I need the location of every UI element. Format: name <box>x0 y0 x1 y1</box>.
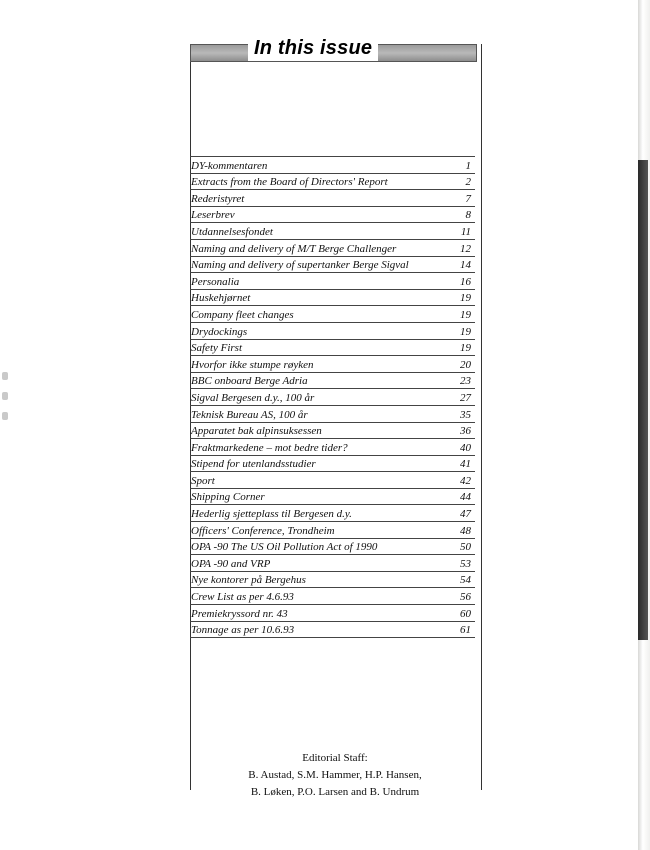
toc-entry-page: 2 <box>465 176 471 189</box>
toc-entry-page: 53 <box>460 557 471 570</box>
toc-entry-page: 20 <box>460 358 471 371</box>
toc-entry <box>190 488 475 505</box>
toc-entry <box>190 538 475 555</box>
toc-entry-title: Shipping Corner <box>191 491 265 504</box>
toc-entry-title: DY-kommentaren <box>191 159 268 172</box>
toc-entry-title: Nye kontorer på Bergehus <box>191 574 306 587</box>
toc-entry-page: 35 <box>460 408 471 421</box>
toc-entry-page: 14 <box>460 259 471 272</box>
toc-entry <box>190 587 475 604</box>
toc-entry-title: OPA -90 The US Oil Pollution Act of 1990 <box>191 541 378 554</box>
toc-entry <box>190 189 475 206</box>
toc-entry-page: 23 <box>460 375 471 388</box>
toc-entry <box>190 289 475 306</box>
toc-entry-page: 36 <box>460 425 471 438</box>
toc-entry-title: Drydockings <box>191 325 248 338</box>
toc-entry <box>190 272 475 289</box>
toc-entry <box>190 621 475 639</box>
toc-entry-page: 19 <box>460 325 471 338</box>
toc-entry <box>190 504 475 521</box>
toc-entry-title: Fraktmarkedene – mot bedre tider? <box>191 441 348 454</box>
toc-entry-title: Naming and delivery of supertanker Berge Sigval <box>191 259 409 272</box>
toc-entry <box>190 554 475 571</box>
toc-entry-page: 61 <box>460 624 471 637</box>
toc-entry <box>190 571 475 588</box>
toc-entry-title: BBC onboard Berge Adria <box>191 375 308 388</box>
editorial-staff-line: B. Austad, S.M. Hammer, H.P. Hansen, <box>248 769 422 781</box>
toc-entry-page: 50 <box>460 541 471 554</box>
toc-entry-page: 19 <box>460 308 471 321</box>
toc-entry <box>190 322 475 339</box>
editorial-staff-line: B. Løken, P.O. Larsen and B. Undrum <box>250 786 420 798</box>
toc-entry-title: Hederlig sjetteplass til Bergesen d.y. <box>191 508 352 521</box>
toc-entry-title: Safety First <box>191 342 243 355</box>
toc-entry-page: 54 <box>460 574 471 587</box>
toc-entry-page: 42 <box>460 474 471 487</box>
toc-entry-title: Leserbrev <box>191 209 235 222</box>
toc-entry <box>190 206 475 223</box>
toc-entry <box>190 156 475 173</box>
toc-entry-title: Rederistyret <box>191 192 245 205</box>
toc-entry-page: 40 <box>460 441 471 454</box>
toc-entry <box>190 355 475 372</box>
toc-entry-page: 16 <box>460 275 471 288</box>
toc-entry <box>190 305 475 322</box>
toc-entry-title: Apparatet bak alpinsuksessen <box>191 425 322 438</box>
toc-entry-page: 8 <box>465 209 471 222</box>
toc-entry-title: Utdannelsesfondet <box>191 225 273 238</box>
toc-entry-title: Crew List as per 4.6.93 <box>191 591 294 604</box>
page-title: In this issue <box>248 35 378 61</box>
toc-entry-title: Hvorfor ikke stumpe røyken <box>191 358 314 371</box>
toc-entry-page: 47 <box>460 508 471 521</box>
toc-entry-title: Stipend for utenlandsstudier <box>191 458 316 471</box>
toc-entry-title: Extracts from the Board of Directors' Report <box>191 176 388 189</box>
toc-entry <box>190 372 475 389</box>
toc-entry-page: 19 <box>460 342 471 355</box>
toc-entry-page: 1 <box>465 159 471 172</box>
editorial-staff-heading: Editorial Staff: <box>302 752 368 764</box>
section-header <box>190 37 475 62</box>
toc-entry <box>190 222 475 239</box>
toc-entry-page: 11 <box>460 225 471 238</box>
toc-entry-page: 7 <box>465 192 471 205</box>
toc-entry-page: 27 <box>460 391 471 404</box>
toc-entry-title: OPA -90 and VRP <box>191 557 271 570</box>
toc-entry <box>190 256 475 273</box>
next-page-edge <box>638 0 650 850</box>
toc-entry-title: Huskehjørnet <box>191 292 251 305</box>
toc-entry <box>190 455 475 472</box>
toc-entry-page: 44 <box>460 491 471 504</box>
toc-entry-title: Officers' Conference, Trondheim <box>191 524 335 537</box>
toc-entry-title: Company fleet changes <box>191 308 294 321</box>
editorial-staff <box>190 750 480 801</box>
toc-entry-title: Premiekryssord nr. 43 <box>191 607 288 620</box>
toc-entry-title: Personalia <box>191 275 240 288</box>
toc-entry-page: 56 <box>460 591 471 604</box>
toc-entry-title: Sigval Bergesen d.y., 100 år <box>191 391 315 404</box>
toc-entry <box>190 521 475 538</box>
toc-entry-page: 12 <box>460 242 471 255</box>
toc-entry-page: 19 <box>460 292 471 305</box>
toc-entry <box>190 339 475 356</box>
toc-entry <box>190 422 475 439</box>
toc-entry <box>190 471 475 488</box>
toc-entry-page: 41 <box>460 458 471 471</box>
toc-entry-page: 48 <box>460 524 471 537</box>
page-edge-shadow <box>638 160 648 640</box>
toc-entry <box>190 239 475 256</box>
toc-entry <box>190 388 475 405</box>
table-of-contents <box>190 156 475 638</box>
binding-marks <box>2 372 10 432</box>
toc-entry <box>190 604 475 621</box>
toc-entry <box>190 173 475 190</box>
toc-entry-page: 60 <box>460 607 471 620</box>
toc-entry-title: Naming and delivery of M/T Berge Challenger <box>191 242 397 255</box>
toc-entry-title: Sport <box>191 474 215 487</box>
toc-entry <box>190 438 475 455</box>
toc-entry-title: Tonnage as per 10.6.93 <box>191 624 295 637</box>
toc-entry-title: Teknisk Bureau AS, 100 år <box>191 408 308 421</box>
toc-entry <box>190 405 475 422</box>
